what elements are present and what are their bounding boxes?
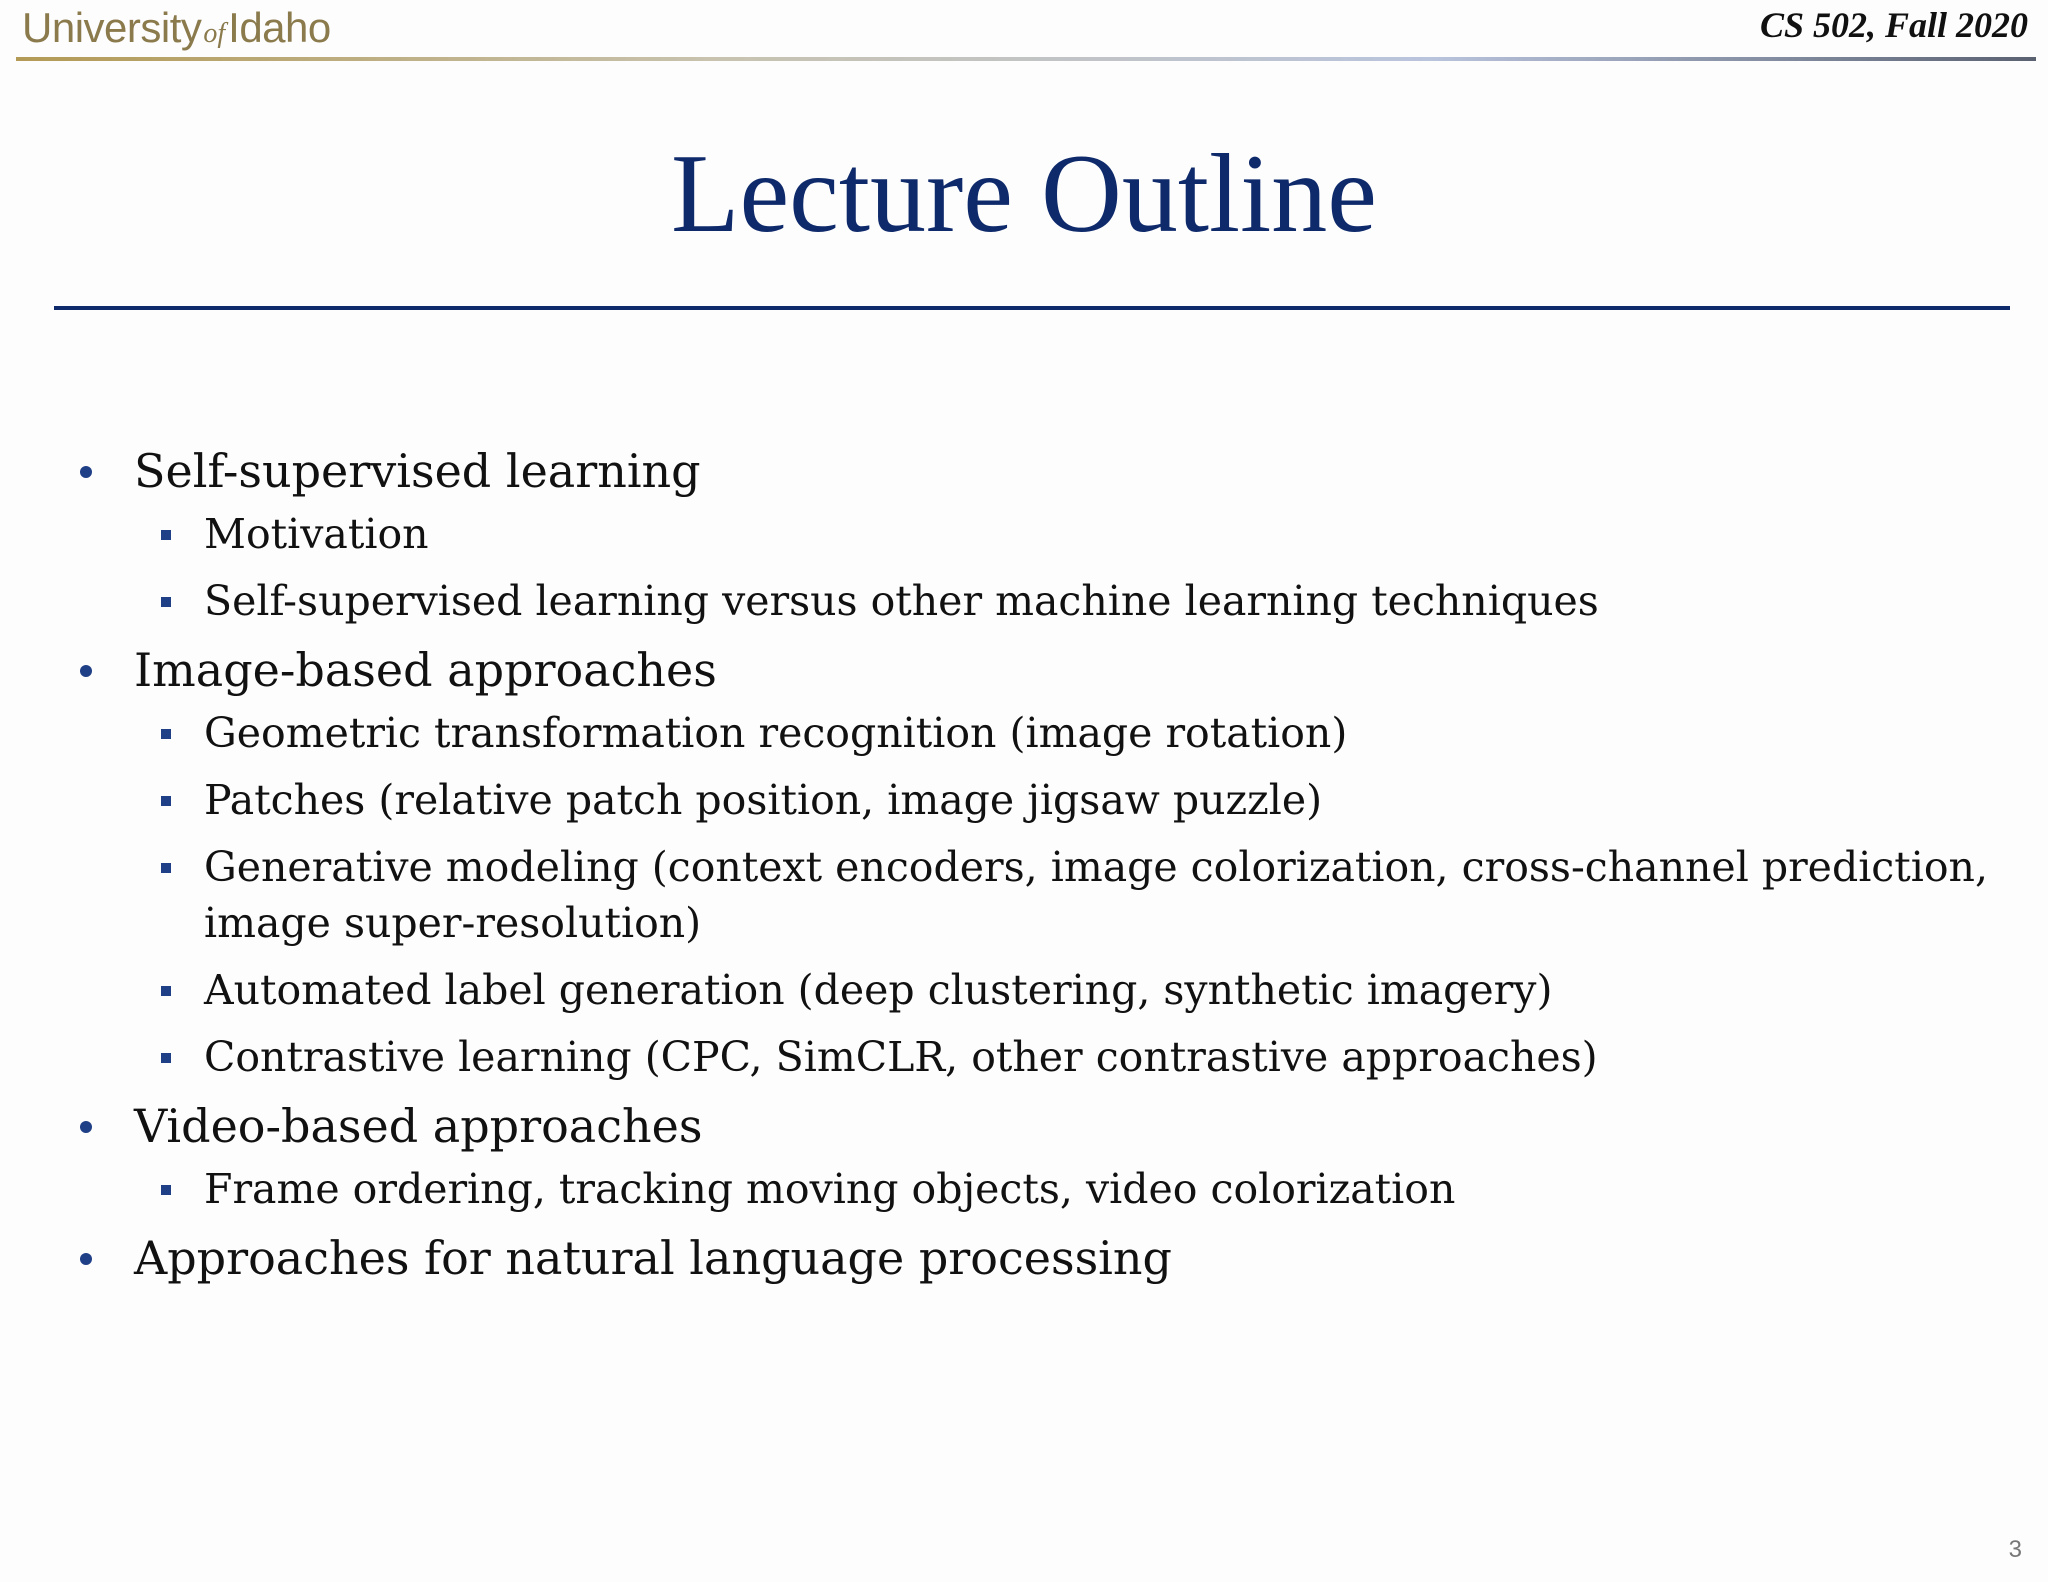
course-label: CS 502, Fall 2020 (1759, 5, 2028, 45)
outline-subitem (0, 573, 2048, 629)
university-logo (22, 4, 331, 56)
outline-subitem (0, 962, 2048, 1018)
outline-item-text: Self-supervised learning (134, 444, 701, 498)
bullet-dot-icon (80, 665, 92, 677)
outline-item (0, 1229, 2048, 1287)
bullet-square-icon (161, 1185, 171, 1195)
logo-of: of (203, 18, 226, 49)
outline-subitem-text: Patches (relative patch position, image jigsaw puzzle) (204, 776, 1323, 824)
outline-subitem (0, 772, 2048, 828)
slide-title: Lecture Outline (671, 132, 1377, 256)
bullet-square-icon (161, 597, 171, 607)
bullet-dot-icon (80, 466, 92, 478)
outline-item (0, 1097, 2048, 1155)
outline-list (0, 430, 2048, 1293)
bullet-square-icon (161, 729, 171, 739)
outline-subitem (0, 705, 2048, 761)
title-divider (54, 306, 2010, 310)
bullet-square-icon (161, 796, 171, 806)
bullet-square-icon (161, 530, 171, 540)
outline-subitem-text: Generative modeling (context encoders, image colorization, cross-channel prediction, image super-resolution) (204, 843, 1988, 947)
outline-subitem (0, 839, 2048, 951)
outline-item (0, 442, 2048, 500)
outline-item-text: Approaches for natural language processing (134, 1231, 1172, 1285)
bullet-dot-icon (80, 1121, 92, 1133)
outline-subitem-text: Motivation (204, 510, 429, 558)
outline-subitem-text: Frame ordering, tracking moving objects, video colorization (204, 1165, 1456, 1213)
outline-subitem-text: Self-supervised learning versus other machine learning techniques (204, 577, 1599, 625)
outline-item (0, 641, 2048, 699)
outline-subitem-text: Geometric transformation recognition (image rotation) (204, 709, 1348, 757)
bullet-square-icon (161, 863, 171, 873)
outline-subitem (0, 506, 2048, 562)
logo-university: University (22, 4, 202, 51)
outline-subitem-text: Contrastive learning (CPC, SimCLR, other contrastive approaches) (204, 1033, 1598, 1081)
header-divider (16, 57, 2036, 61)
outline-subitem-text: Automated label generation (deep clustering, synthetic imagery) (204, 966, 1553, 1014)
bullet-square-icon (161, 986, 171, 996)
outline-item-text: Image-based approaches (134, 643, 717, 697)
outline-subitem (0, 1161, 2048, 1217)
page-number: 3 (2008, 1536, 2022, 1563)
bullet-dot-icon (80, 1253, 92, 1265)
logo-idaho: Idaho (228, 4, 331, 51)
bullet-square-icon (161, 1053, 171, 1063)
outline-item-text: Video-based approaches (134, 1099, 703, 1153)
outline-subitem (0, 1029, 2048, 1085)
